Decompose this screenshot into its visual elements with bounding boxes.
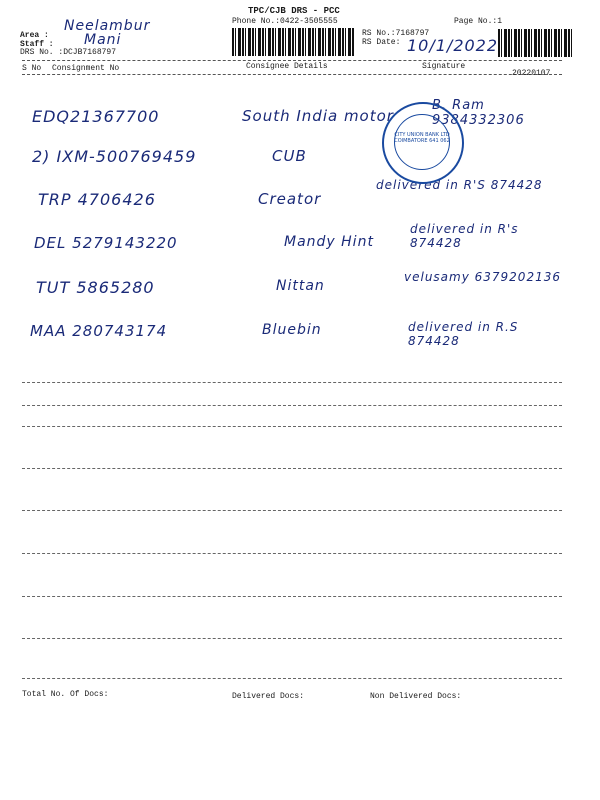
ref-number: 20220107 (512, 69, 551, 78)
rs-date-label: RS Date: (362, 38, 401, 47)
row-6-consignee: Bluebin (262, 322, 322, 338)
row-line (22, 553, 562, 554)
header-rule-bottom (22, 74, 562, 75)
row-3-signature: delivered in R's 874428 (410, 222, 519, 250)
rs-date-value: 10/1/2022 (407, 36, 499, 55)
header-rule-top (22, 60, 562, 61)
footer-total-docs: Total No. Of Docs: (22, 690, 109, 699)
row-line (22, 638, 562, 639)
footer-non-delivered-docs: Non Delivered Docs: (370, 692, 462, 701)
drs-number: DRS No. :DCJB7168797 (20, 48, 117, 57)
row-4-signature: velusamy 6379202136 (404, 270, 561, 284)
row-1-signature: B. Ram 9384332306 (432, 98, 525, 128)
row-6-consignment: MAA 280743174 (30, 322, 168, 340)
barcode-right (498, 29, 574, 57)
row-1-consignee: South India motor (242, 107, 394, 125)
row-5-consignment: TUT 5865280 (36, 278, 155, 297)
row-3-consignment: TRP 4706426 (38, 190, 156, 209)
row-line (22, 405, 562, 406)
col-consignment: Consignment No (52, 64, 120, 73)
col-consignee: Consignee Details (246, 62, 328, 71)
row-line (22, 678, 562, 679)
row-line (22, 510, 562, 511)
col-signature: Signature (422, 62, 466, 71)
row-3-consignee: Creator (258, 190, 322, 208)
row-5-signature: delivered in R.S 874428 (408, 320, 519, 348)
row-2-consignee: CUB (272, 147, 307, 165)
barcode-left (232, 28, 354, 56)
row-line (22, 382, 562, 383)
bank-stamp (382, 102, 464, 184)
rs-number: RS No.:7168797 (362, 29, 430, 38)
row-2-consignment: 2) IXM-500769459 (32, 147, 197, 166)
staff-value: Mani (84, 32, 122, 48)
area-value: Neelambur (64, 18, 151, 34)
row-line (22, 596, 562, 597)
area-label: Area : (20, 31, 49, 40)
row-4-consignment: DEL 5279143220 (34, 234, 178, 252)
row-5-consignee: Nittan (276, 278, 325, 294)
row-4-consignee: Mandy Hint (284, 234, 374, 250)
document-title: TPC/CJB DRS - PCC (248, 6, 340, 16)
staff-label: Staff : (20, 40, 54, 49)
bank-stamp-text: CITY UNION BANK LTD COIMBATORE 641 062 (394, 132, 450, 144)
page-number: Page No.:1 (454, 17, 503, 26)
col-s-no: S No (22, 64, 42, 73)
row-1-consignment: EDQ21367700 (32, 107, 160, 126)
footer-delivered-docs: Delivered Docs: (232, 692, 305, 701)
row-line (22, 426, 562, 427)
row-2-signature: delivered in R'S 874428 (376, 178, 543, 192)
phone-number: Phone No.:0422-3505555 (232, 17, 338, 26)
row-line (22, 468, 562, 469)
